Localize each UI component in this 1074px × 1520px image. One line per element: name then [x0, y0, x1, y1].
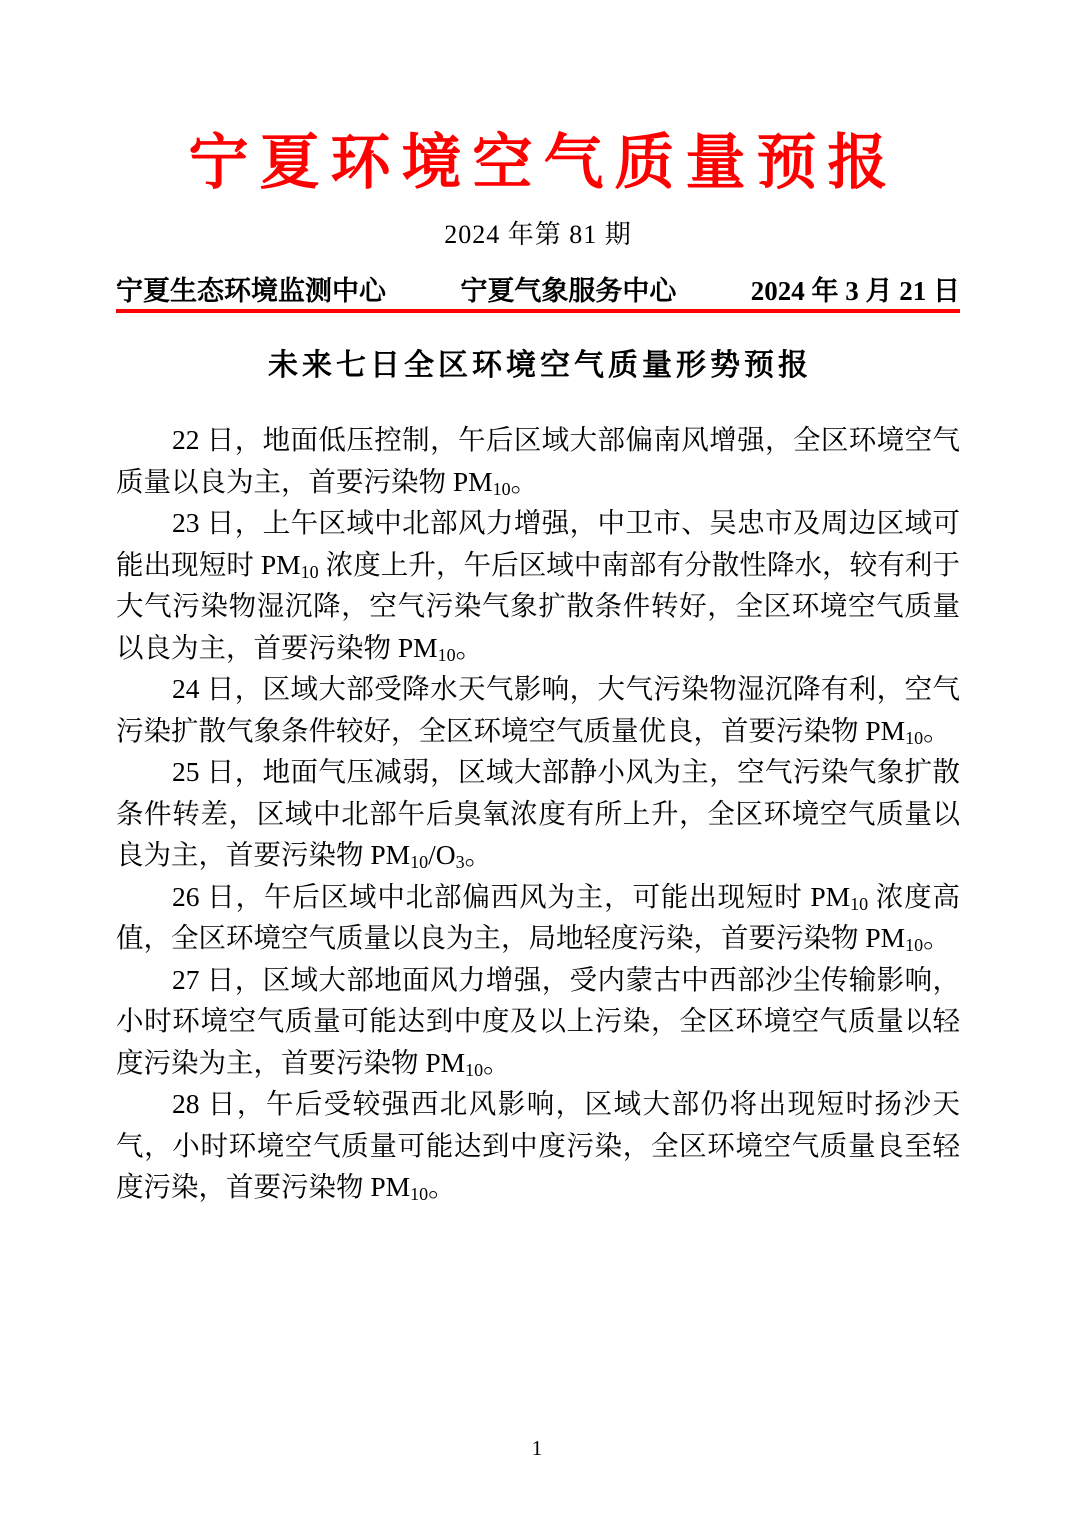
forecast-paragraph-day-28: 28 日，午后受较强西北风影响，区域大部仍将出现短时扬沙天气，小时环境空气质量可能达到中度污染，全区环境空气质量良至轻度污染，首要污染物 $PM_{10}$。: [116, 1088, 960, 1204]
subscript: 3: [455, 852, 465, 872]
forecast-paragraph-day-27: 27 日，区域大部地面风力增强，受内蒙古中西部沙尘传输影响，小时环境空气质量可能达到中度及以上污染，全区环境空气质量以轻度污染为主，首要污染物 $PM_{10}$。: [116, 963, 960, 1080]
forecast-paragraph-day-22: 22 日，地面低压控制，午后区域大部偏南风增强，全区环境空气质量以良为主，首要污染物 $PM_{10}$。: [116, 424, 960, 499]
subscript: 10: [300, 561, 319, 582]
subscript: 10: [905, 727, 924, 748]
subscript: 10: [850, 893, 869, 914]
subscript: 10: [410, 852, 429, 872]
org-monitoring-center: 宁夏生态环境监测中心: [116, 276, 386, 306]
forecast-paragraph-day-25: 25 日，地面气压减弱，区域大部静小风为主，空气污染气象扩散条件转差，区域中北部午后臭氧浓度有所上升，全区环境空气质量以良为主，首要污染物 $PM_{10}/O_3$。: [116, 756, 960, 872]
subscript: 10: [437, 644, 456, 665]
subscript: 10: [905, 935, 924, 955]
section-title: 未来七日全区环境空气质量形势预报: [268, 349, 812, 382]
subscript: 10: [492, 478, 511, 499]
forecast-body: [116, 419, 960, 1208]
masthead-divider-rule: [116, 309, 960, 313]
subscript: 10: [465, 1059, 484, 1080]
page-number: 1: [531, 1436, 543, 1460]
issue-number: 2024 年第 81 期: [444, 220, 632, 249]
forecast-paragraph-day-23: 23 日，上午区域中北部风力增强，中卫市、吴忠市及周边区域可能出现短时 $PM_{10}$ 浓度上升，午后区域中南部有分散性降水，较有利于大气污染物湿沉降，空气污染气象扩散条件转好，全区环境空气质量以良为主，首要污染物 $PM_{10}$。: [116, 507, 960, 665]
issue-date: 2024 年 3 月 21 日: [750, 276, 960, 306]
subscript: 10: [410, 1184, 429, 1204]
document-title: 宁夏环境空气质量预报: [188, 130, 899, 196]
forecast-paragraph-day-26: 26 日，午后区域中北部偏西风为主，可能出现短时 $PM_{10}$ 浓度高值，全区环境空气质量以良为主，局地轻度污染，首要污染物 $PM_{10}$。: [116, 880, 961, 955]
masthead: [116, 276, 960, 306]
forecast-paragraph-day-24: 24 日，区域大部受降水天气影响，大气污染物湿沉降有利，空气污染扩散气象条件较好，全区环境空气质量优良，首要污染物 $PM_{10}$。: [116, 673, 960, 748]
org-weather-service-center: 宁夏气象服务中心: [460, 276, 677, 306]
